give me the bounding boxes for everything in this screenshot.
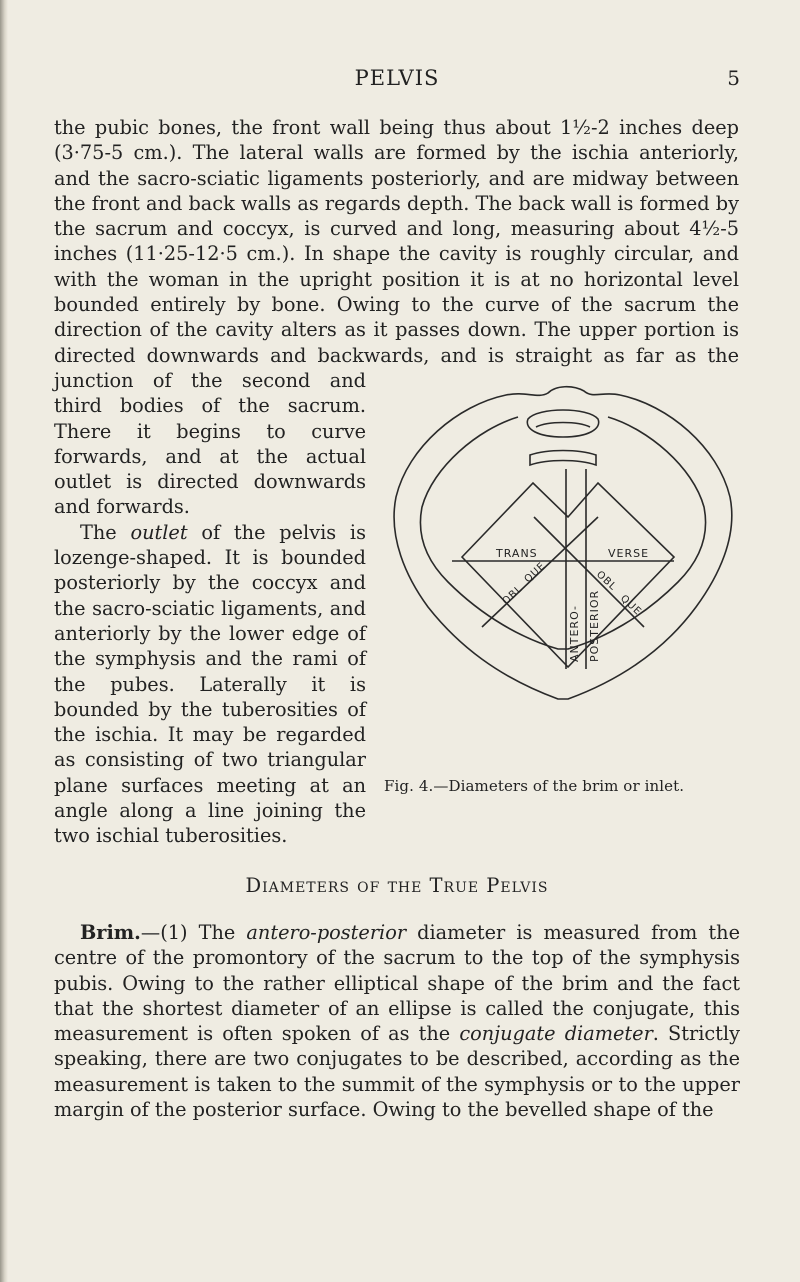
running-head-title: PELVIS bbox=[354, 66, 440, 90]
label-que-right: QUE bbox=[617, 593, 644, 618]
brim-lead: —(1) The bbox=[140, 920, 247, 944]
label-antero: ANTERO- bbox=[568, 605, 581, 662]
page-number: 5 bbox=[727, 66, 740, 90]
brim-lead-bold: Brim. bbox=[80, 920, 141, 944]
body-text bbox=[54, 115, 740, 1122]
running-header bbox=[54, 66, 740, 96]
label-trans: TRANS bbox=[496, 547, 538, 560]
page-binding-edge bbox=[0, 0, 8, 1282]
label-verse: VERSE bbox=[608, 547, 650, 560]
outlet-rest: of the pelvis is lozenge-shaped. It is bounded posteriorly by the coccyx and the sacro-sciatic ligaments, and anteriorly by the lower edge of the symphysis and the rami of the pubes. Laterally it is bounded by the tuberosities of the ischia. It may be regarded as consisting of two triangular plane surfaces meeting at an angle along a line joining the two ischial tuberosities. bbox=[54, 520, 366, 848]
brim-mid: diameter is measured from the centre of the promontory of the sacrum to the top of the symphysis pubis. Owing to the rather elliptical shape of the brim and the fact that the shortest diameter of an ellipse is called the conjugate, this measurement is often spoken of as the bbox=[54, 920, 740, 1046]
paragraph-brim bbox=[54, 920, 740, 1122]
brim-rest: . Strictly speaking, there are two conjugates to be described, according as the measurement is taken to the summit of the symphysis or to the upper margin of the posterior surface. Owing to the bevelled shape of the bbox=[54, 1022, 740, 1121]
outlet-lead: The bbox=[80, 520, 131, 544]
section-heading: Diameters of the True Pelvis bbox=[245, 873, 549, 897]
label-posterior: POSTERIOR bbox=[588, 589, 601, 662]
pelvis-brim-diagram bbox=[388, 377, 738, 777]
label-obl-left: OBL bbox=[500, 583, 526, 608]
label-obl-right: OBL bbox=[593, 569, 619, 594]
figure-pelvis-brim bbox=[380, 369, 740, 809]
brim-term: antero-posterior bbox=[246, 920, 407, 944]
label-que-left: QUE bbox=[522, 560, 548, 586]
outlet-term: outlet bbox=[130, 520, 188, 544]
figure-caption: Fig. 4.—Diameters of the brim or inlet. bbox=[384, 776, 685, 795]
brim-term2: conjugate diameter bbox=[459, 1022, 653, 1046]
paragraph-cavity: the pubic bones, the front wall being thus about 1½-2 inches deep (3·75-5 cm.). The lateral walls are formed by the ischia anteriorly, and the sacro-sciatic ligaments posteriorly, and are midway between the front and back walls as regards depth. The back wall is formed by the sacrum and coccyx, is curved and long, measuring about 4½-5 inches (11·25-12·5 cm.). In shape the cavity is roughly circular, and with the woman in the upright position it is at no horizontal level bounded entirely by bone. Owing to the curve of the sacrum the direction of the cavity alters as it passes down. The upper portion is directed downwards and backwards, and is straight as far as the junction of the second and third bodies of the sacrum. There it begins to curve forwards, and at the actual outlet is directed downwards and forwards. bbox=[54, 116, 739, 519]
float-spacer bbox=[739, 115, 740, 369]
text-with-figure bbox=[54, 115, 740, 849]
